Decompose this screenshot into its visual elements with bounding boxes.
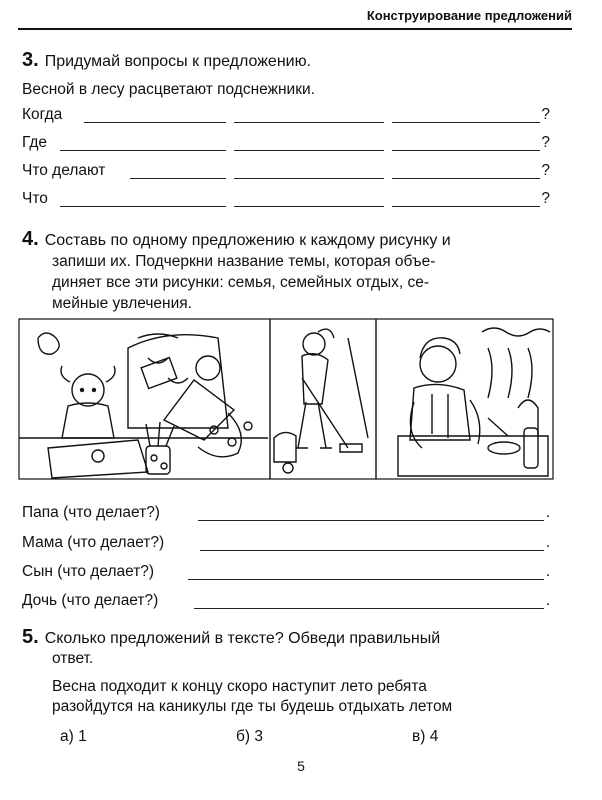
answer-line[interactable] — [200, 550, 544, 551]
mother-vacuuming-icon — [274, 329, 368, 473]
question-label: Что — [22, 190, 48, 207]
family-illustration — [18, 318, 554, 480]
task-5-text-line-1: Весна подходит к концу скоро наступит лето ребята — [52, 678, 427, 695]
question-mark: ? — [541, 134, 550, 151]
task-5-text-line-2: разойдутся на каникулы где ты будешь отдыхать летом — [52, 698, 453, 715]
task-4-title — [22, 229, 451, 251]
sentence-label: Сын (что делает?) — [22, 563, 155, 580]
answer-option-c[interactable]: в) 4 — [412, 728, 439, 745]
line-end: . — [545, 592, 550, 609]
answer-line[interactable] — [60, 150, 226, 151]
question-row — [22, 134, 550, 156]
question-label: Когда — [22, 106, 63, 123]
answer-line[interactable] — [130, 178, 226, 179]
question-mark: ? — [541, 190, 550, 207]
task-5-title-line-2: ответ. — [52, 650, 94, 667]
question-mark: ? — [541, 106, 550, 123]
task-4-line-2: запиши их. Подчеркни название темы, которая объе- — [52, 253, 436, 270]
task-3-title — [22, 50, 311, 72]
answer-line[interactable] — [188, 579, 544, 580]
answer-line[interactable] — [392, 150, 540, 151]
sentence-label: Мама (что делает?) — [22, 534, 165, 551]
answer-option-b[interactable]: б) 3 — [236, 728, 263, 745]
pencil-cup-icon — [146, 422, 174, 474]
sentence-row — [22, 563, 550, 585]
line-end: . — [545, 534, 550, 551]
task-3-number: 3. — [22, 49, 39, 71]
answer-line[interactable] — [234, 178, 384, 179]
task-4-number: 4. — [22, 228, 39, 250]
answer-line[interactable] — [392, 122, 540, 123]
task-5-number: 5. — [22, 626, 39, 648]
question-label: Что делают — [22, 162, 106, 179]
girl-drawing-icon — [38, 333, 148, 478]
answer-option-a[interactable]: а) 1 — [60, 728, 87, 745]
task-5-title — [22, 627, 440, 649]
task-3-title-text: Придумай вопросы к предложению. — [44, 53, 312, 70]
answer-line[interactable] — [194, 608, 544, 609]
line-end: . — [545, 504, 550, 521]
answer-line[interactable] — [234, 206, 384, 207]
page-number: 5 — [297, 758, 305, 774]
task-5-title-line-1: Сколько предложений в тексте? Обведи правильный — [44, 630, 441, 647]
task-3-sentence: Весной в лесу расцветают подснежники. — [22, 81, 315, 98]
task-4-line-1: Составь по одному предложению к каждому рисунку и — [44, 232, 451, 249]
task-4-line-4: мейные увлечения. — [52, 295, 192, 312]
question-row — [22, 162, 550, 184]
question-label: Где — [22, 134, 48, 151]
question-row — [22, 190, 550, 212]
sentence-row — [22, 534, 550, 556]
task-4-line-3: диняет все эти рисунки: семья, семейных отдых, се- — [52, 274, 430, 291]
answer-line[interactable] — [84, 122, 226, 123]
header-title: Конструирование предложений — [366, 8, 572, 23]
line-end: . — [545, 563, 550, 580]
question-mark: ? — [541, 162, 550, 179]
answer-line[interactable] — [198, 520, 544, 521]
page-header — [18, 6, 572, 30]
answer-line[interactable] — [392, 178, 540, 179]
sentence-label: Папа (что делает?) — [22, 504, 160, 521]
answer-line[interactable] — [234, 122, 384, 123]
answer-line[interactable] — [60, 206, 226, 207]
answer-line[interactable] — [392, 206, 540, 207]
sentence-row — [22, 504, 550, 526]
sentence-label: Дочь (что делает?) — [22, 592, 159, 609]
answer-line[interactable] — [234, 150, 384, 151]
question-row — [22, 106, 550, 128]
sentence-row — [22, 592, 550, 614]
father-dishes-icon — [398, 328, 550, 476]
